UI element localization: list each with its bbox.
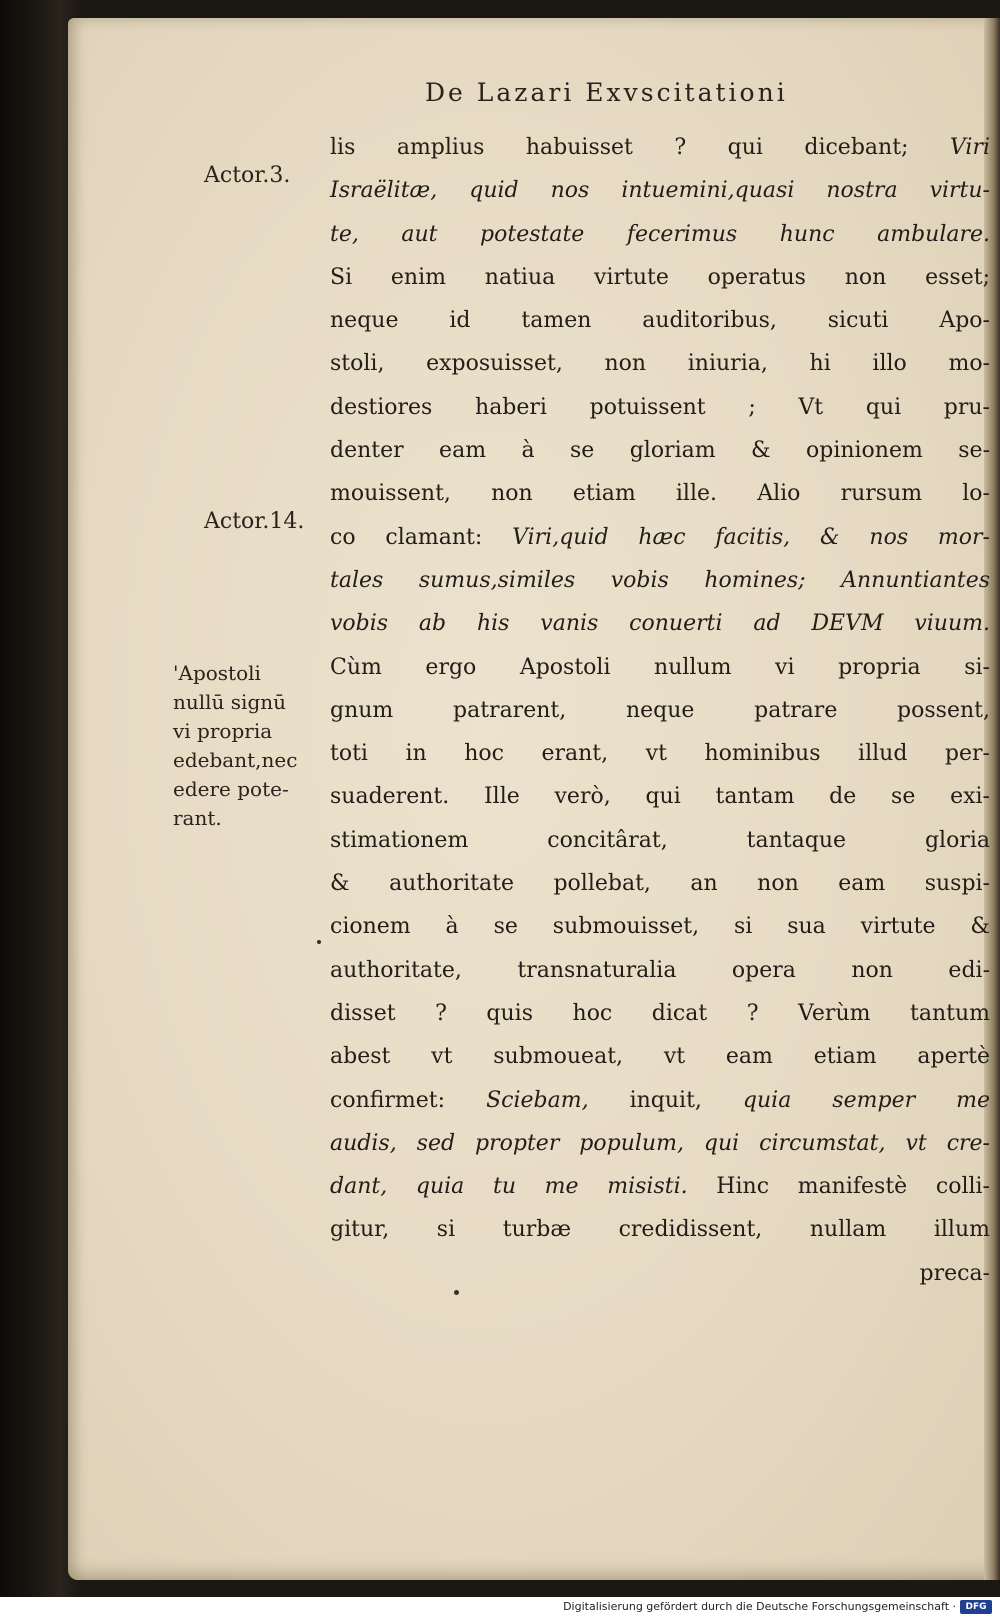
text-run: authoritate, transnaturalia opera non edi- <box>330 957 990 983</box>
text-line <box>330 386 990 429</box>
margin-note-line: vi propria <box>173 719 273 743</box>
margin-note-line: rant. <box>173 806 222 830</box>
text-run: stimationem concitârat, tantaque gloria <box>330 827 990 853</box>
text-line <box>330 342 990 385</box>
text-line <box>330 1122 990 1165</box>
text-run: destiores haberi potuissent ; Vt qui pru- <box>330 394 990 420</box>
text-line <box>330 905 990 948</box>
text-run: inquit, <box>588 1087 743 1113</box>
text-run: gnum patrarent, neque patrare possent, <box>330 697 990 723</box>
text-line <box>330 1079 990 1122</box>
digitization-credit: Digitalisierung gefördert durch die Deutsche Forschungsgemeinschaft · <box>563 1600 956 1613</box>
text-line <box>330 213 990 256</box>
text-line <box>330 689 990 732</box>
italic-text-run: vobis ab his vanis conuerti ad DEVM viuum. <box>330 611 990 637</box>
ink-speck <box>454 1290 459 1295</box>
text-run: cionem à se submouisset, si sua virtute & <box>330 914 990 940</box>
italic-text-run: Sciebam, <box>486 1087 589 1113</box>
text-run: Si enim natiua virtute operatus non esset; <box>330 264 990 290</box>
margin-note-line: edere pote- <box>173 777 289 801</box>
italic-text-run: Israëlitæ, quid nos intuemini,quasi nostra virtu- <box>330 178 990 204</box>
italic-text-run: te, aut potestate fecerimus hunc ambulare. <box>330 221 990 247</box>
text-run: stoli, exposuisset, non iniuria, hi illo mo- <box>330 351 990 377</box>
italic-text-run: quia semper me <box>742 1087 990 1113</box>
text-run: abest vt submoueat, vt eam etiam apertè <box>330 1044 990 1070</box>
text-run: preca- <box>919 1260 990 1286</box>
text-run: Cùm ergo Apostoli nullum vi propria si- <box>330 654 990 680</box>
italic-text-run: Viri,quid hæc facitis, & nos mor- <box>512 524 990 550</box>
text-line <box>330 126 990 169</box>
italic-text-run: audis, sed propter populum, qui circumstat, vt cre- <box>330 1130 990 1156</box>
text-run: mouissent, non etiam ille. Alio rursum lo- <box>330 481 990 507</box>
margin-reference-actor-3: Actor.3. <box>204 163 291 188</box>
text-line <box>330 602 990 645</box>
margin-note-line: edebant,nec <box>173 748 298 772</box>
text-line <box>330 949 990 992</box>
text-run: denter eam à se gloriam & opinionem se- <box>330 438 990 464</box>
margin-note-line: 'Apostoli <box>173 661 261 685</box>
dfg-logo: DFG <box>960 1600 992 1614</box>
running-head: De Lazari Exvscitationi <box>425 78 788 107</box>
text-run: neque id tamen auditoribus, sicuti Apo- <box>330 308 990 334</box>
text-line <box>330 1252 990 1295</box>
margin-note-apostoli <box>173 659 297 833</box>
text-line <box>330 819 990 862</box>
text-run: toti in hoc erant, vt hominibus illud per- <box>330 741 990 767</box>
margin-note-line: nullū signū <box>173 690 287 714</box>
italic-text-run: dant, quia tu me misisti. <box>330 1174 688 1200</box>
text-run: gitur, si turbæ credidissent, nullam illum <box>330 1217 990 1243</box>
italic-text-run: tales sumus,similes vobis homines; Annuntiantes <box>330 567 990 593</box>
ink-speck <box>317 940 321 944</box>
text-run: & authoritate pollebat, an non eam suspi- <box>330 871 990 897</box>
body-text <box>330 126 990 1295</box>
text-line <box>330 559 990 602</box>
text-line <box>330 429 990 472</box>
text-line <box>330 1035 990 1078</box>
text-line <box>330 299 990 342</box>
text-line <box>330 256 990 299</box>
text-run: lis amplius habuisset ? qui dicebant; <box>330 135 950 160</box>
italic-text-run: Viri <box>949 135 990 160</box>
text-line <box>330 1208 990 1251</box>
margin-reference-actor-14: Actor.14. <box>204 509 305 534</box>
text-line <box>330 472 990 515</box>
text-line <box>330 862 990 905</box>
text-line <box>330 732 990 775</box>
text-run: Hinc manifestè colli- <box>687 1174 990 1200</box>
text-line <box>330 169 990 212</box>
text-run: suaderent. Ille verò, qui tantam de se exi- <box>330 784 990 810</box>
text-line <box>330 992 990 1035</box>
text-line <box>330 775 990 818</box>
text-run: confirmet: <box>330 1087 487 1113</box>
text-line <box>330 516 990 559</box>
text-line <box>330 646 990 689</box>
text-run: co clamant: <box>330 524 513 550</box>
text-line <box>330 1165 990 1208</box>
text-run: disset ? quis hoc dicat ? Verùm tantum <box>330 1000 990 1026</box>
